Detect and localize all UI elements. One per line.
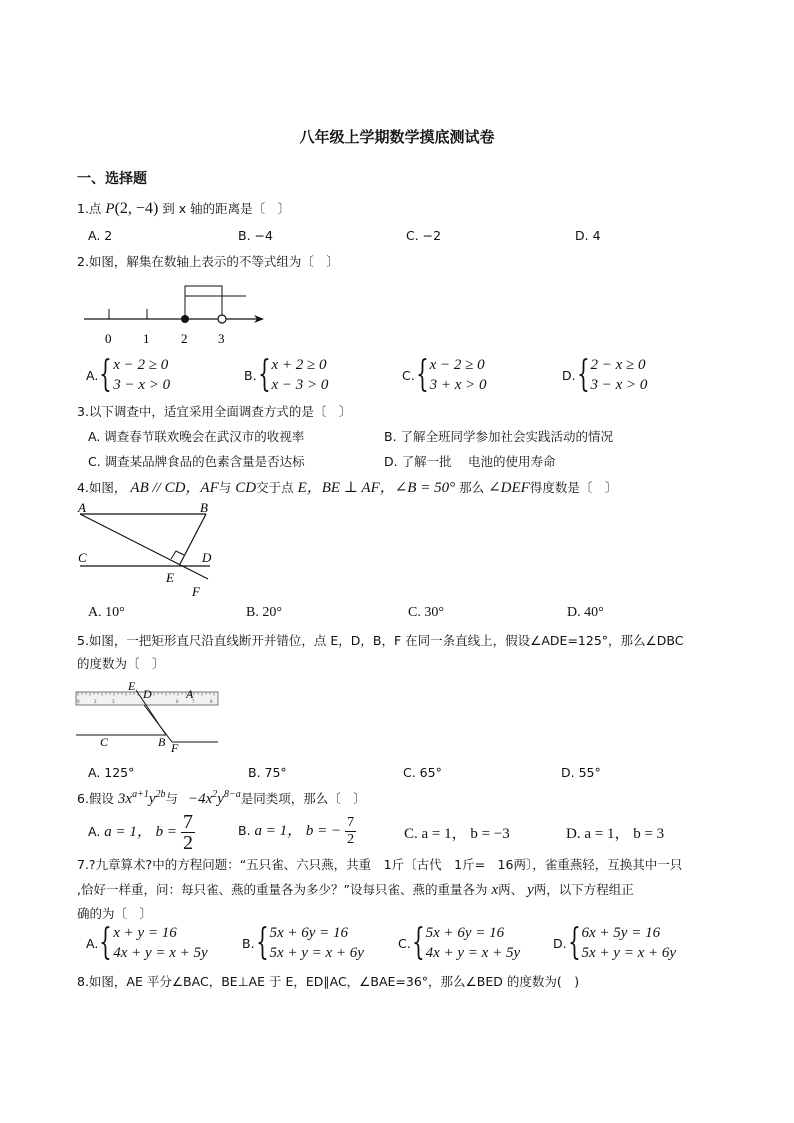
number-line-figure bbox=[78, 280, 278, 350]
question-8: 8.如图，AE 平分∠BAC，BE⊥AE 于 E，ED∥AC，∠BAE=36°，那么∠BED 的度数为( ) bbox=[77, 974, 580, 989]
q1-option-d[interactable]: D. 4 bbox=[575, 228, 601, 243]
q3-option-d[interactable]: D. 了解一批 电池的使用寿命 bbox=[384, 454, 556, 469]
q5-option-b[interactable]: B. 75° bbox=[248, 765, 287, 780]
question-3: 3.以下调查中，适宜采用全面调查方式的是〔 〕 bbox=[77, 404, 352, 419]
q4-expr-conditions: E，BE ⊥ AF，∠B = 50° bbox=[297, 480, 456, 496]
ruler-figure bbox=[74, 678, 224, 756]
q6-term-1: $3x^{a+1}y^{2b}$ bbox=[117, 789, 166, 807]
question-6: 6.假设 $3x^{a+1}y^{2b}$与 $-4x^2y^{8-a}$是同类项，那么〔 〕 bbox=[77, 789, 366, 807]
question-7-line-3: 确的为〔 〕 bbox=[77, 906, 153, 921]
svg-text:8: 8 bbox=[210, 700, 213, 705]
q3-option-a[interactable]: A. 调查春节联欢晚会在武汉市的收视率 bbox=[88, 429, 305, 444]
q3-option-b[interactable]: B. 了解全班同学参加社会实践活动的情况 bbox=[384, 429, 614, 444]
svg-text:A: A bbox=[78, 500, 86, 515]
open-dot bbox=[218, 315, 226, 323]
tick-label-0: 0 bbox=[105, 331, 112, 346]
q6-option-b[interactable]: B. a = 1， b = − $\frac{7}{2}$ bbox=[238, 815, 355, 847]
q1-stem-a: 1.点 bbox=[77, 201, 102, 216]
svg-text:C: C bbox=[78, 550, 87, 565]
question-4: 4.如图， AB // CD，AF与 CD交于点 E，BE ⊥ AF，∠B = 50° 那么 ∠DEF得度数是〔 〕 bbox=[77, 480, 618, 496]
q1-point-coords: (2, −4) bbox=[114, 200, 159, 217]
q4-expr-parallel: AB // CD，AF bbox=[130, 480, 219, 496]
q4-option-b[interactable]: B. 20° bbox=[246, 605, 282, 620]
q3-option-c[interactable]: C. 调查某品牌食品的色素含量是否达标 bbox=[88, 454, 305, 469]
svg-text:B: B bbox=[158, 735, 166, 749]
svg-text:D: D bbox=[143, 687, 152, 701]
q4-option-d[interactable]: D. 40° bbox=[567, 605, 604, 620]
q5-option-c[interactable]: C. 65° bbox=[403, 765, 442, 780]
svg-text:3: 3 bbox=[112, 700, 115, 705]
solid-dot bbox=[181, 315, 189, 323]
question-2: 2.如图，解集在数轴上表示的不等式组为〔 〕 bbox=[77, 254, 339, 269]
svg-text:C: C bbox=[100, 735, 109, 749]
tick-label-2: 2 bbox=[181, 331, 188, 346]
q6-option-d[interactable]: D. a = 1， b = 3 bbox=[566, 826, 665, 842]
q1-option-b[interactable]: B. −4 bbox=[238, 228, 273, 243]
q6-option-c[interactable]: C. a = 1， b = −3 bbox=[404, 826, 510, 842]
svg-text:E: E bbox=[166, 570, 174, 585]
right-angle-mark bbox=[171, 551, 184, 559]
q2-option-c[interactable]: C. { x − 2 ≥ 0 3 + x > 0 bbox=[402, 354, 487, 395]
question-1 bbox=[77, 199, 290, 218]
q1-point-name: P bbox=[105, 201, 115, 217]
q6-option-a[interactable]: A. a = 1， b = $\frac{7}{2}$ bbox=[88, 811, 194, 854]
svg-text:2: 2 bbox=[94, 700, 97, 705]
svg-text:A: A bbox=[186, 687, 194, 701]
svg-text:D: D bbox=[202, 550, 212, 565]
svg-text:E: E bbox=[128, 679, 136, 693]
svg-text:7: 7 bbox=[192, 700, 195, 705]
question-7-line-1: 7.?九章算术?中的方程问题：“五只雀、六只燕，共重 1斤〔古代 1斤= 16两〕，雀重燕轻，互换其中一只 bbox=[77, 857, 683, 872]
q2-option-b[interactable]: B. { x + 2 ≥ 0 x − 3 > 0 bbox=[244, 354, 329, 395]
svg-text:0: 0 bbox=[77, 700, 80, 705]
question-5-line-1: 5.如图，一把矩形直尺沿直线断开并错位，点 E，D，B，F 在同一条直线上，假设∠ADE=125°，那么∠DBC bbox=[77, 633, 684, 648]
q1-stem-b: 到 x 轴的距离是〔 〕 bbox=[162, 201, 291, 216]
q5-option-d[interactable]: D. 55° bbox=[561, 765, 601, 780]
svg-text:6: 6 bbox=[176, 700, 179, 705]
q4-option-c[interactable]: C. 30° bbox=[408, 605, 444, 620]
q1-option-a[interactable]: A. 2 bbox=[88, 228, 113, 243]
page-title: 八年级上学期数学摸底测试卷 bbox=[299, 128, 495, 146]
tick-label-3: 3 bbox=[218, 331, 225, 346]
q7-option-a[interactable]: A. { x + y = 16 4x + y = x + 5y bbox=[86, 922, 208, 963]
q4-option-a[interactable]: A. 10° bbox=[88, 605, 125, 620]
q7-option-c[interactable]: C. { 5x + 6y = 16 4x + y = x + 5y bbox=[398, 922, 521, 963]
svg-text:F: F bbox=[171, 741, 179, 755]
parallel-lines-figure bbox=[74, 500, 224, 602]
tick-label-1: 1 bbox=[143, 331, 150, 346]
svg-text:F: F bbox=[192, 584, 200, 599]
question-5-line-2: 的度数为〔 〕 bbox=[77, 656, 165, 671]
q7-option-d[interactable]: D. { 6x + 5y = 16 5x + y = x + 6y bbox=[553, 922, 677, 963]
q1-option-c[interactable]: C. −2 bbox=[406, 228, 442, 243]
q7-option-b[interactable]: B. { 5x + 6y = 16 5x + y = x + 6y bbox=[242, 922, 364, 963]
svg-text:B: B bbox=[200, 500, 208, 515]
question-7-line-2: ,恰好一样重，问：每只雀、燕的重量各为多少？”设每只雀、燕的重量各为 x两、 y两，以下方程组正 bbox=[77, 882, 634, 898]
q2-option-a[interactable]: A. { x − 2 ≥ 0 3 − x > 0 bbox=[86, 354, 171, 395]
section-heading: 一、选择题 bbox=[77, 171, 147, 187]
q6-term-2: $-4x^2y^{8-a}$ bbox=[188, 789, 241, 807]
q2-option-d[interactable]: D. { 2 − x ≥ 0 3 − x > 0 bbox=[562, 354, 648, 395]
q5-option-a[interactable]: A. 125° bbox=[88, 765, 135, 780]
